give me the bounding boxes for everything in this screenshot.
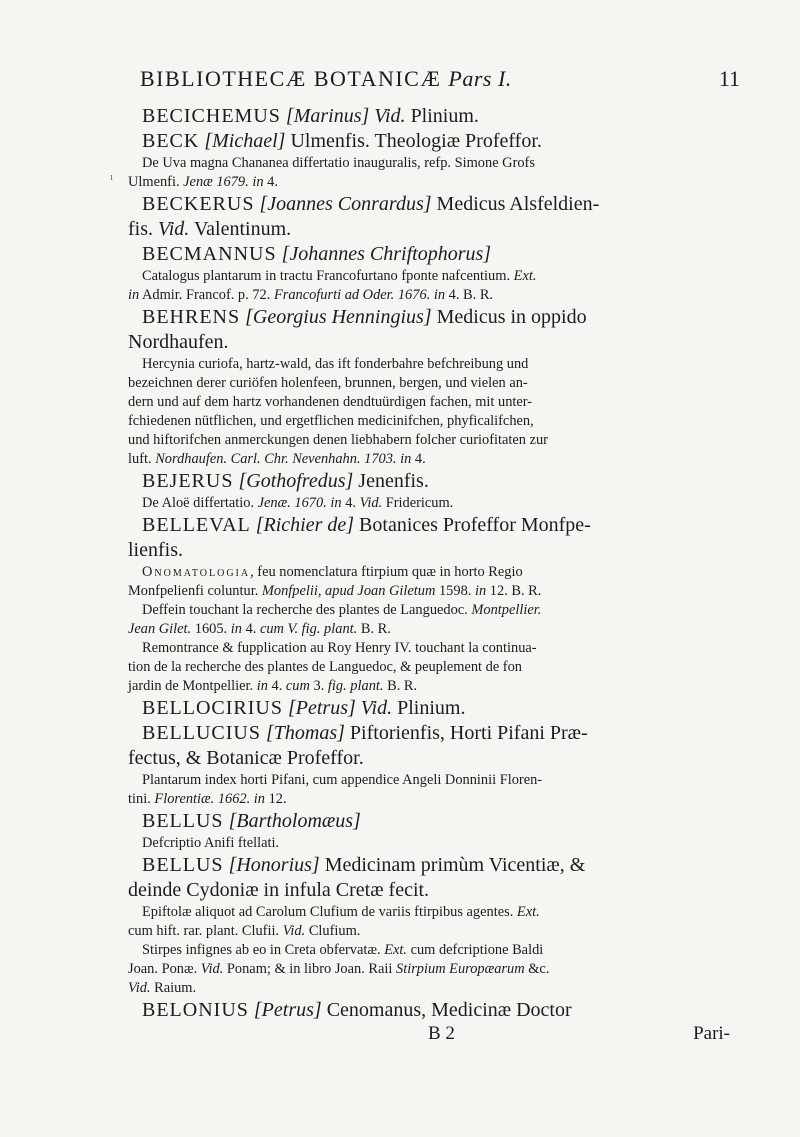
entry-becmannus: BECMANNUS [Johannes Chriftophorus]: [142, 243, 492, 265]
work-bellus-honorius-2c: Vid. Raium.: [128, 980, 197, 996]
entry-beck: BECK [Michael] Ulmenfis. Theologiæ Profeffor.: [142, 130, 542, 152]
work-belleval-2b: Jean Gilet. 1605. in 4. cum V. fig. plant. B. R.: [128, 621, 391, 637]
work-behrens-1d: fchiedenen nütflichen, und ergetflichen medicinifchen, phyficalifchen,: [128, 413, 534, 429]
entry-behrens: BEHRENS [Georgius Henningius] Medicus in oppido: [142, 306, 587, 328]
work-beck-1b: Ulmenfi. Jenæ 1679. in 4.: [128, 174, 278, 190]
page-number: 11: [718, 66, 740, 91]
entry-belleval: BELLEVAL [Richier de] Botanices Profeffor Monfpe-: [142, 514, 591, 536]
work-belleval-3: Remontrance & fupplication au Roy Henry IV. touchant la continua-: [142, 640, 537, 656]
entry-bellucius-cont: fectus, & Botanicæ Profeffor.: [128, 747, 364, 769]
work-bellus-honorius-2: Stirpes infignes ab eo in Creta obfervatæ. Ext. cum defcriptione Baldi: [142, 942, 544, 958]
work-becmannus-1b: in Admir. Francof. p. 72. Francofurti ad Oder. 1676. in 4. B. R.: [128, 287, 494, 303]
work-behrens-1e: und hiftorifchen anmerckungen denen liebhabern folcher curiofitaten zur: [128, 432, 548, 448]
entry-bellus-bartholomaeus: BELLUS [Bartholomæus]: [142, 810, 361, 832]
work-bellucius-1: Plantarum index horti Pifani, cum appendice Angeli Donninii Floren-: [142, 772, 543, 788]
entry-belonius: BELONIUS [Petrus] Cenomanus, Medicinæ Doctor: [142, 999, 572, 1021]
entry-beckerus-cont: fis. Vid. Valentinum.: [128, 218, 292, 240]
work-bellus-bartholomaeus-1: Defcriptio Anifi ftellati.: [142, 835, 280, 851]
work-belleval-3c: jardin de Montpellier. in 4. cum 3. fig. plant. B. R.: [128, 678, 418, 694]
work-bellus-honorius-1b: cum hift. rar. plant. Clufii. Vid. Clufium.: [128, 923, 361, 939]
page-footer: [128, 1023, 738, 1045]
catchword: Pari-: [693, 1023, 730, 1044]
entry-becichemus: BECICHEMUS [Marinus] Vid. Plinium.: [142, 105, 479, 127]
work-behrens-1c: dern und auf dem hartz vorhandenen dendtuürdigen fachen, mit unter-: [128, 394, 533, 410]
work-bellus-honorius-2b: Joan. Ponæ. Vid. Ponam; & in libro Joan. Raii Stirpium Europæarum &c.: [128, 961, 550, 977]
work-belleval-2: Deffein touchant la recherche des plantes de Languedoc. Montpellier.: [142, 602, 542, 618]
work-belleval-3b: tion de la recherche des plantes de Languedoc, & peuplement de fon: [128, 659, 522, 675]
work-belleval-1b: Monfpelienfi coluntur. Monfpelii, apud Joan Giletum 1598. in 12. B. R.: [128, 583, 542, 599]
work-bellus-honorius-1: Epiftolæ aliquot ad Carolum Clufium de variis ftirpibus agentes. Ext.: [142, 904, 540, 920]
running-header: [140, 66, 740, 92]
catalogue-entries: [128, 104, 738, 1045]
entry-behrens-cont: Nordhaufen.: [128, 331, 229, 353]
entry-belleval-cont: lienfis.: [128, 539, 183, 561]
work-becmannus-1: Catalogus plantarum in tractu Francofurtano fponte nafcentium. Ext.: [142, 268, 537, 284]
entry-bejerus: BEJERUS [Gothofredus] Jenenfis.: [142, 470, 429, 492]
work-bellucius-1b: tini. Florentiæ. 1662. in 12.: [128, 791, 287, 807]
work-belleval-1: Onomatologia, feu nomenclatura ftirpium quæ in horto Regio: [142, 564, 523, 580]
entry-bellucius: BELLUCIUS [Thomas] Piftorienfis, Horti Pifani Præ-: [142, 722, 588, 744]
entry-beckerus: BECKERUS [Joannes Conrardus] Medicus Alsfeldien-: [142, 193, 600, 215]
signature-mark: B 2: [428, 1023, 455, 1044]
work-behrens-1: Hercynia curiofa, hartz-wald, das ift fonderbahre befchreibung und: [142, 356, 529, 372]
work-bejerus-1: De Aloë differtatio. Jenæ. 1670. in 4. Vid. Fridericum.: [142, 495, 454, 511]
entry-bellus-honorius: BELLUS [Honorius] Medicinam primùm Vicentiæ, &: [142, 854, 586, 876]
margin-mark: ı: [110, 171, 114, 183]
entry-bellocirius: BELLOCIRIUS [Petrus] Vid. Plinium.: [142, 697, 466, 719]
header-title: BIBLIOTHECÆ BOTANICÆ: [140, 66, 442, 91]
header-part: Pars I.: [448, 66, 512, 91]
work-beck-1: De Uva magna Chananea differtatio inauguralis, refp. Simone Grofs: [142, 155, 535, 171]
work-behrens-1f: luft. Nordhaufen. Carl. Chr. Nevenhahn. 1703. in 4.: [128, 451, 426, 467]
entry-bellus-honorius-cont: deinde Cydoniæ in infula Cretæ fecit.: [128, 879, 430, 901]
work-behrens-1b: bezeichnen derer curiöfen holenfeen, brunnen, bergen, und vielen an-: [128, 375, 528, 391]
